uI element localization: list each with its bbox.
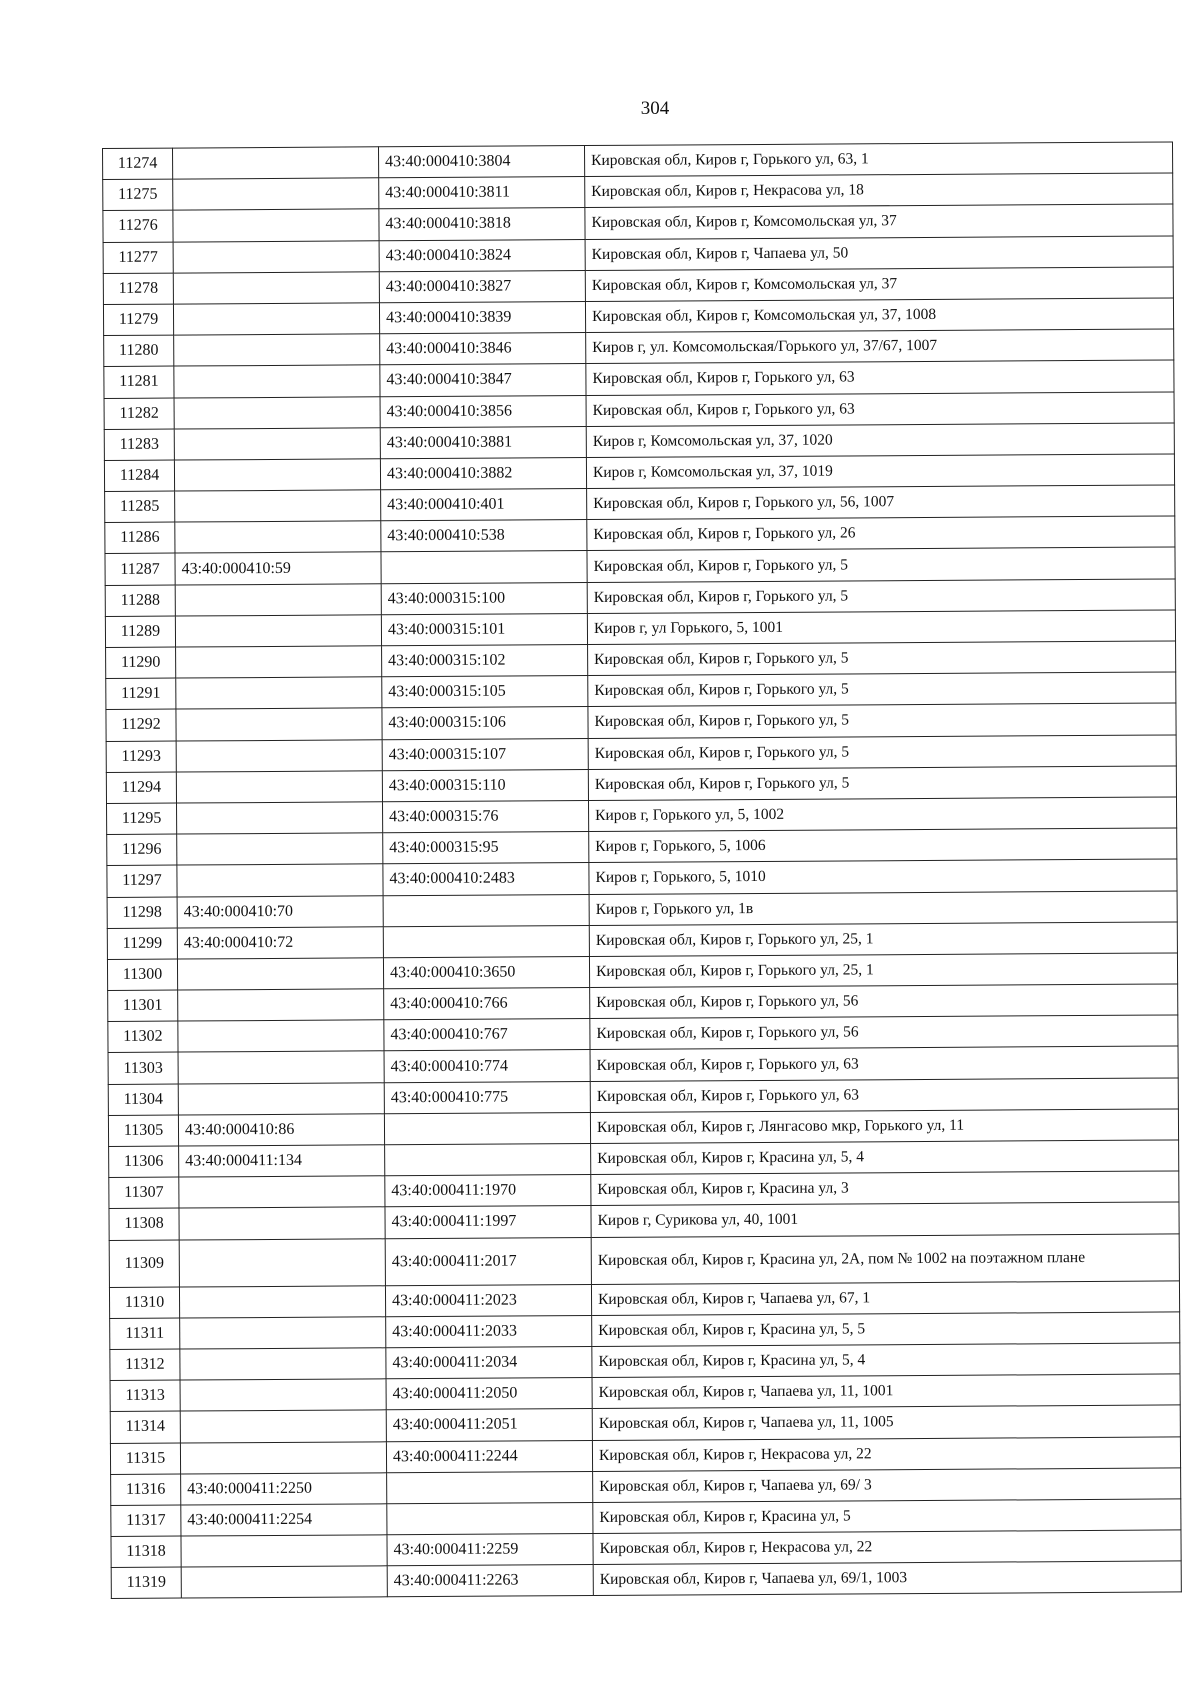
address-cell: Кировская обл, Киров г, Горького ул, 63, 1: [584, 142, 1172, 177]
object-cadastral-number-cell: 43:40:000410:767: [384, 1019, 590, 1051]
address-cell: Кировская обл, Киров г, Горького ул, 5: [588, 703, 1176, 738]
land-cadastral-number-cell: [173, 209, 379, 241]
land-cadastral-number-cell: [176, 771, 382, 803]
row-number-cell: 11290: [106, 647, 176, 679]
address-cell: Киров г, ул Горького, 5, 1001: [587, 610, 1175, 645]
row-number-cell: 11319: [111, 1567, 181, 1599]
address-cell: Киров г, Горького, 5, 1006: [589, 828, 1177, 863]
address-cell: Кировская обл, Киров г, Чапаева ул, 50: [585, 236, 1173, 271]
object-cadastral-number-cell: 43:40:000411:2034: [386, 1346, 592, 1378]
address-cell: Кировская обл, Киров г, Красина ул, 5: [593, 1499, 1181, 1534]
land-cadastral-number-cell: [174, 365, 380, 397]
row-number-cell: 11287: [105, 553, 175, 585]
row-number-cell: 11288: [105, 585, 175, 617]
land-cadastral-number-cell: [178, 1020, 384, 1052]
land-cadastral-number-cell: [173, 147, 379, 179]
row-number-cell: 11298: [107, 897, 177, 929]
row-number-cell: 11294: [106, 772, 176, 804]
address-cell: Кировская обл, Киров г, Чапаева ул, 11, 1001: [592, 1374, 1180, 1409]
row-number-cell: 11301: [108, 990, 178, 1022]
address-cell: Киров г, Горького ул, 5, 1002: [588, 797, 1176, 832]
land-cadastral-number-cell: [176, 708, 382, 740]
table-row: [109, 1234, 1179, 1288]
land-cadastral-number-cell: 43:40:000410:59: [175, 552, 381, 584]
address-cell: Кировская обл, Киров г, Красина ул, 3: [591, 1171, 1179, 1206]
object-cadastral-number-cell: 43:40:000315:106: [382, 707, 588, 739]
address-cell: Киров г, Сурикова ул, 40, 1001: [591, 1202, 1179, 1237]
land-cadastral-number-cell: [175, 490, 381, 522]
object-cadastral-number-cell: 43:40:000410:3881: [380, 426, 586, 458]
row-number-cell: 11281: [104, 366, 174, 398]
land-cadastral-number-cell: [174, 396, 380, 428]
object-cadastral-number-cell: 43:40:000411:2244: [386, 1440, 592, 1472]
row-number-cell: 11304: [108, 1084, 178, 1116]
object-cadastral-number-cell: 43:40:000315:100: [381, 582, 587, 614]
land-cadastral-number-cell: [173, 178, 379, 210]
object-cadastral-number-cell: 43:40:000411:1997: [385, 1206, 591, 1238]
row-number-cell: 11277: [103, 242, 173, 274]
row-number-cell: 11314: [110, 1411, 180, 1443]
land-cadastral-number-cell: [179, 1238, 385, 1286]
land-cadastral-number-cell: 43:40:000410:70: [177, 895, 383, 927]
object-cadastral-number-cell: 43:40:000410:3811: [379, 177, 585, 209]
row-number-cell: 11307: [109, 1177, 179, 1209]
row-number-cell: 11276: [103, 210, 173, 242]
object-cadastral-number-cell: 43:40:000410:3846: [380, 333, 586, 365]
object-cadastral-number-cell: [384, 1112, 590, 1144]
address-cell: Кировская обл, Киров г, Горького ул, 25, 1: [589, 953, 1177, 988]
address-cell: Кировская обл, Киров г, Горького ул, 5: [587, 547, 1175, 582]
object-cadastral-number-cell: 43:40:000315:76: [382, 800, 588, 832]
land-cadastral-number-cell: [175, 583, 381, 615]
row-number-cell: 11309: [109, 1240, 179, 1287]
land-cadastral-number-cell: [179, 1207, 385, 1239]
row-number-cell: 11282: [104, 398, 174, 430]
row-number-cell: 11313: [110, 1380, 180, 1412]
address-cell: Кировская обл, Киров г, Горького ул, 63: [586, 360, 1174, 395]
object-cadastral-number-cell: [387, 1471, 593, 1503]
row-number-cell: 11306: [109, 1146, 179, 1178]
row-number-cell: 11299: [107, 928, 177, 960]
page-number: 304: [640, 98, 670, 119]
row-number-cell: 11274: [103, 148, 173, 180]
land-cadastral-number-cell: [173, 272, 379, 304]
object-cadastral-number-cell: 43:40:000411:2259: [387, 1534, 593, 1566]
object-cadastral-number-cell: 43:40:000410:3856: [380, 395, 586, 427]
object-cadastral-number-cell: [385, 1144, 591, 1176]
address-cell: Кировская обл, Киров г, Лянгасово мкр, Горького ул, 11: [590, 1109, 1178, 1144]
land-cadastral-number-cell: [177, 833, 383, 865]
land-cadastral-number-cell: [180, 1379, 386, 1411]
row-number-cell: 11280: [104, 335, 174, 367]
land-cadastral-number-cell: [181, 1535, 387, 1567]
row-number-cell: 11318: [111, 1536, 181, 1568]
address-cell: Киров г, Горького ул, 1в: [589, 890, 1177, 925]
address-cell: Кировская обл, Киров г, Горького ул, 5: [588, 672, 1176, 707]
row-number-cell: 11310: [109, 1287, 179, 1319]
land-cadastral-number-cell: [175, 615, 381, 647]
address-cell: Кировская обл, Киров г, Некрасова ул, 22: [593, 1530, 1181, 1565]
row-number-cell: 11303: [108, 1052, 178, 1084]
address-cell: Киров г, Горького, 5, 1010: [589, 859, 1177, 894]
land-cadastral-number-cell: 43:40:000411:2250: [181, 1472, 387, 1504]
address-cell: Киров г, Комсомольская ул, 37, 1020: [586, 423, 1174, 458]
land-cadastral-number-cell: [174, 427, 380, 459]
address-cell: Кировская обл, Киров г, Горького ул, 56: [590, 984, 1178, 1019]
row-number-cell: 11300: [107, 959, 177, 991]
row-number-cell: 11286: [105, 522, 175, 554]
object-cadastral-number-cell: 43:40:000411:2263: [387, 1565, 593, 1597]
row-number-cell: 11297: [107, 865, 177, 897]
land-cadastral-number-cell: 43:40:000411:2254: [181, 1504, 387, 1536]
object-cadastral-number-cell: 43:40:000410:774: [384, 1050, 590, 1082]
address-cell: Кировская обл, Киров г, Горького ул, 63: [590, 1078, 1178, 1113]
object-cadastral-number-cell: 43:40:000411:2033: [386, 1315, 592, 1347]
object-cadastral-number-cell: 43:40:000410:3804: [378, 146, 584, 178]
address-cell: Кировская обл, Киров г, Горького ул, 26: [587, 516, 1175, 551]
object-cadastral-number-cell: 43:40:000410:3882: [380, 457, 586, 489]
row-number-cell: 11312: [110, 1349, 180, 1381]
row-number-cell: 11295: [107, 803, 177, 835]
land-cadastral-number-cell: [173, 240, 379, 272]
object-cadastral-number-cell: 43:40:000410:401: [381, 489, 587, 521]
object-cadastral-number-cell: 43:40:000410:766: [384, 988, 590, 1020]
address-cell: Киров г, Комсомольская ул, 37, 1019: [586, 454, 1174, 489]
address-cell: Кировская обл, Киров г, Горького ул, 56: [590, 1015, 1178, 1050]
object-cadastral-number-cell: 43:40:000410:3650: [383, 956, 589, 988]
object-cadastral-number-cell: 43:40:000315:107: [382, 738, 588, 770]
land-cadastral-number-cell: [180, 1441, 386, 1473]
address-cell: Кировская обл, Киров г, Горького ул, 5: [587, 579, 1175, 614]
row-number-cell: 11275: [103, 179, 173, 211]
object-cadastral-number-cell: 43:40:000410:3847: [380, 364, 586, 396]
row-number-cell: 11302: [108, 1021, 178, 1053]
row-number-cell: 11284: [104, 460, 174, 492]
address-cell: Кировская обл, Киров г, Чапаева ул, 69/ 3: [593, 1468, 1181, 1503]
object-cadastral-number-cell: 43:40:000411:2017: [385, 1237, 591, 1285]
object-cadastral-number-cell: 43:40:000410:3827: [379, 270, 585, 302]
land-cadastral-number-cell: [178, 989, 384, 1021]
object-cadastral-number-cell: 43:40:000410:3824: [379, 239, 585, 271]
object-cadastral-number-cell: 43:40:000315:102: [382, 645, 588, 677]
object-cadastral-number-cell: [383, 925, 589, 957]
land-cadastral-number-cell: [179, 1176, 385, 1208]
land-cadastral-number-cell: [180, 1348, 386, 1380]
table-row: [111, 1561, 1181, 1599]
land-cadastral-number-cell: [176, 677, 382, 709]
address-cell: Кировская обл, Киров г, Некрасова ул, 18: [585, 173, 1173, 208]
address-cell: Кировская обл, Киров г, Горького ул, 63: [590, 1046, 1178, 1081]
row-number-cell: 11315: [110, 1443, 180, 1475]
address-cell: Кировская обл, Киров г, Горького ул, 56, 1007: [587, 485, 1175, 520]
object-cadastral-number-cell: 43:40:000411:1970: [385, 1175, 591, 1207]
land-cadastral-number-cell: [180, 1410, 386, 1442]
object-cadastral-number-cell: 43:40:000315:105: [382, 676, 588, 708]
address-cell: Кировская обл, Киров г, Горького ул, 25, 1: [589, 922, 1177, 957]
object-cadastral-number-cell: 43:40:000410:3818: [379, 208, 585, 240]
row-number-cell: 11285: [105, 491, 175, 523]
land-cadastral-number-cell: [177, 958, 383, 990]
address-cell: Кировская обл, Киров г, Красина ул, 5, 4: [591, 1140, 1179, 1175]
object-cadastral-number-cell: 43:40:000410:2483: [383, 863, 589, 895]
row-number-cell: 11308: [109, 1208, 179, 1240]
object-cadastral-number-cell: 43:40:000411:2051: [386, 1409, 592, 1441]
land-cadastral-number-cell: [176, 739, 382, 771]
address-cell: Кировская обл, Киров г, Красина ул, 5, 5: [592, 1312, 1180, 1347]
object-cadastral-number-cell: [381, 551, 587, 583]
address-cell: Кировская обл, Киров г, Чапаева ул, 11, 1005: [592, 1405, 1180, 1440]
row-number-cell: 11311: [110, 1318, 180, 1350]
registry-table: [102, 141, 1182, 1599]
row-number-cell: 11305: [108, 1115, 178, 1147]
address-cell: Кировская обл, Киров г, Горького ул, 5: [588, 735, 1176, 770]
row-number-cell: 11278: [103, 273, 173, 305]
address-cell: Кировская обл, Киров г, Комсомольская ул, 37: [585, 204, 1173, 239]
row-number-cell: 11317: [111, 1505, 181, 1537]
address-cell: Кировская обл, Киров г, Горького ул, 5: [588, 766, 1176, 801]
land-cadastral-number-cell: [177, 802, 383, 834]
address-cell: Кировская обл, Киров г, Горького ул, 5: [588, 641, 1176, 676]
row-number-cell: 11296: [107, 834, 177, 866]
land-cadastral-number-cell: 43:40:000411:134: [179, 1145, 385, 1177]
registry-table-body: [103, 142, 1182, 1599]
row-number-cell: 11289: [105, 616, 175, 648]
row-number-cell: 11293: [106, 741, 176, 773]
row-number-cell: 11279: [103, 304, 173, 336]
land-cadastral-number-cell: 43:40:000410:72: [177, 926, 383, 958]
land-cadastral-number-cell: [177, 864, 383, 896]
address-cell: Кировская обл, Киров г, Чапаева ул, 67, 1: [591, 1281, 1179, 1316]
land-cadastral-number-cell: [178, 1082, 384, 1114]
row-number-cell: 11292: [106, 709, 176, 741]
land-cadastral-number-cell: [179, 1285, 385, 1317]
address-cell: Кировская обл, Киров г, Красина ул, 5, 4: [592, 1343, 1180, 1378]
address-cell: Кировская обл, Киров г, Комсомольская ул, 37, 1008: [585, 298, 1173, 333]
land-cadastral-number-cell: [175, 521, 381, 553]
address-cell: Кировская обл, Киров г, Красина ул, 2А, пом № 1002 на поэтажном плане: [591, 1234, 1179, 1285]
land-cadastral-number-cell: [173, 303, 379, 335]
address-cell: Киров г, ул. Комсомольская/Горького ул, 37/67, 1007: [586, 329, 1174, 364]
address-cell: Кировская обл, Киров г, Горького ул, 63: [586, 391, 1174, 426]
object-cadastral-number-cell: 43:40:000410:538: [381, 520, 587, 552]
object-cadastral-number-cell: 43:40:000411:2050: [386, 1378, 592, 1410]
land-cadastral-number-cell: 43:40:000410:86: [178, 1114, 384, 1146]
address-cell: Кировская обл, Киров г, Некрасова ул, 22: [592, 1436, 1180, 1471]
object-cadastral-number-cell: [383, 894, 589, 926]
row-number-cell: 11291: [106, 678, 176, 710]
object-cadastral-number-cell: [387, 1502, 593, 1534]
land-cadastral-number-cell: [174, 459, 380, 491]
object-cadastral-number-cell: 43:40:000410:3839: [379, 301, 585, 333]
land-cadastral-number-cell: [178, 1051, 384, 1083]
land-cadastral-number-cell: [176, 646, 382, 678]
address-cell: Кировская обл, Киров г, Чапаева ул, 69/1, 1003: [593, 1561, 1181, 1596]
address-cell: Кировская обл, Киров г, Комсомольская ул, 37: [585, 267, 1173, 302]
land-cadastral-number-cell: [181, 1566, 387, 1598]
row-number-cell: 11283: [104, 429, 174, 461]
row-number-cell: 11316: [111, 1474, 181, 1506]
object-cadastral-number-cell: 43:40:000315:110: [382, 769, 588, 801]
land-cadastral-number-cell: [174, 334, 380, 366]
object-cadastral-number-cell: 43:40:000410:775: [384, 1081, 590, 1113]
object-cadastral-number-cell: 43:40:000315:101: [381, 613, 587, 645]
land-cadastral-number-cell: [180, 1317, 386, 1349]
object-cadastral-number-cell: 43:40:000411:2023: [385, 1284, 591, 1316]
object-cadastral-number-cell: 43:40:000315:95: [383, 832, 589, 864]
